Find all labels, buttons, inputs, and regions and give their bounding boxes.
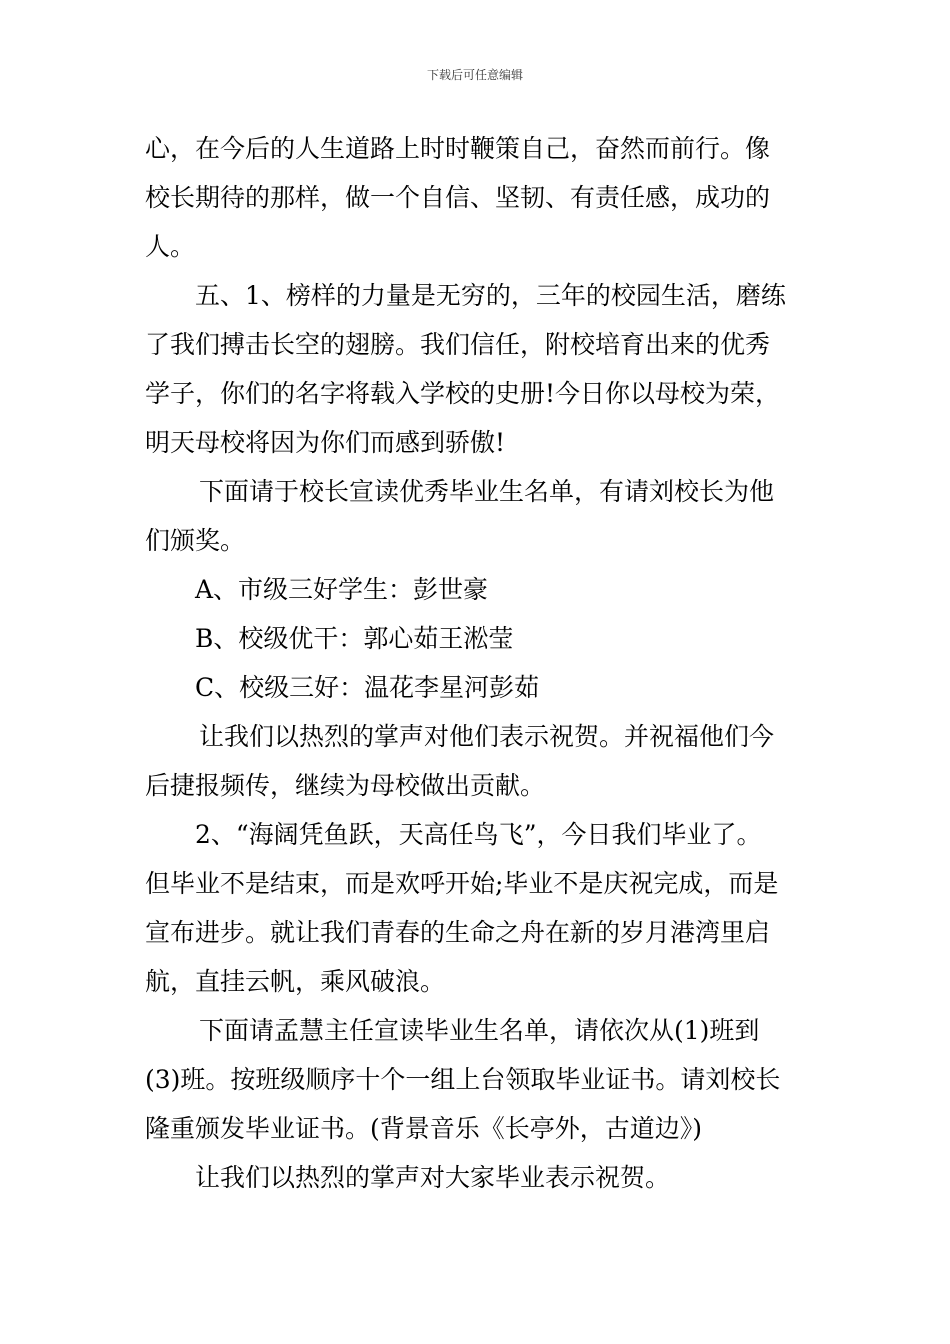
text-line: (3)班。按班级顺序十个一组上台领取毕业证书。请刘校长 [145,1065,781,1094]
text-line: 但毕业不是结束，而是欢呼开始;毕业不是庆祝完成，而是 [145,869,779,898]
text-line: 人。 [145,232,196,261]
text-line: C、校级三好：温花李星河彭茹 [195,673,540,702]
text-line: 心，在今后的人生道路上时时鞭策自己，奋然而前行。像 [145,134,771,163]
text-line: 航，直挂云帆，乘风破浪。 [145,967,446,996]
document-body [145,124,810,1202]
text-line: 隆重颁发毕业证书。(背景音乐《长亭外，古道边》) [145,1114,703,1143]
text-line: 下面请于校长宣读优秀毕业生名单，有请刘校长为他 [199,477,775,506]
text-line: 学子，你们的名字将载入学校的史册!今日你以母校为荣， [145,379,781,408]
text-line: 们颁奖。 [145,526,246,555]
text-line: 明天母校将因为你们而感到骄傲! [145,428,506,457]
text-line: 下面请孟慧主任宣读毕业生名单，请依次从(1)班到 [199,1016,760,1045]
text-line: 宣布进步。就让我们青春的生命之舟在新的岁月港湾里启 [145,918,771,947]
text-line: 五、1、榜样的力量是无穷的，三年的校园生活，磨练 [195,281,786,310]
text-line: 2、“海阔凭鱼跃，天高任鸟飞”，今日我们毕业了。 [195,820,762,849]
text-line: 了我们搏击长空的翅膀。我们信任，附校培育出来的优秀 [145,330,771,359]
text-line: A、市级三好学生：彭世豪 [195,575,489,604]
text-line: 让我们以热烈的掌声对大家毕业表示祝贺。 [195,1163,671,1192]
text-line: 让我们以热烈的掌声对他们表示祝贺。并祝福他们今 [199,722,775,751]
text-line: 校长期待的那样，做一个自信、坚韧、有责任感，成功的 [145,183,771,212]
text-line: 后捷报频传，继续为母校做出贡献。 [145,771,546,800]
text-line: B、校级优干：郭心茹王淞莹 [195,624,514,653]
page-header: 下载后可任意编辑 [426,68,523,82]
